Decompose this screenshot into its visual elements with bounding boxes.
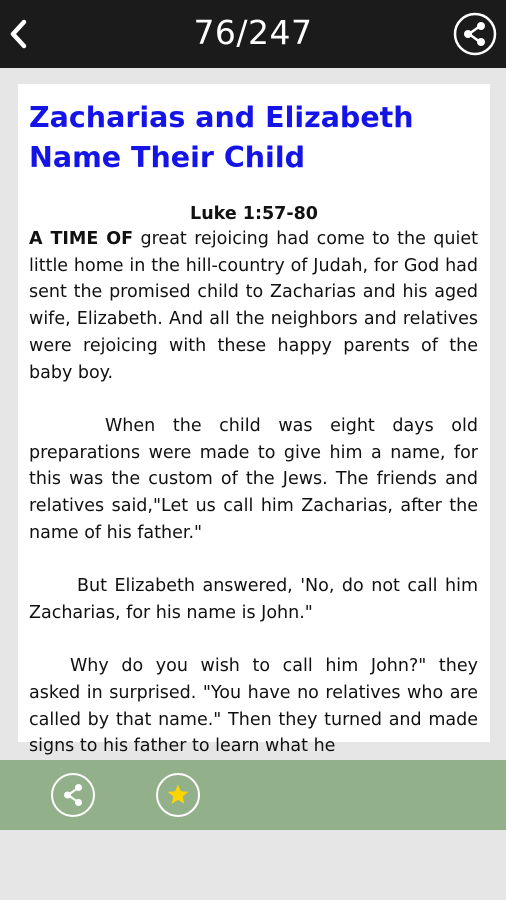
page-counter: 76/247 [193,13,313,52]
story-body [18,226,490,760]
share-icon [50,772,96,818]
favorite-button[interactable] [155,772,201,818]
lead-in: A TIME OF [29,229,134,249]
star-icon [155,772,201,818]
bottom-action-bar [0,760,506,830]
paragraph-4: Why do you wish to call him John?" they asked in surprised. "You have no relatives who are called by that name." Then they turned and made signs to his father to learn what he [29,656,478,757]
share-button[interactable] [453,12,497,56]
paragraph-1: A TIME OF great rejoicing had come to the quiet little home in the hill-country of Judah, for God had sent the promised child to Zacharias and his aged wife, Elizabeth. And all the neighbors and relatives were rejoicing with these happy parents of the baby boy. [29,229,478,383]
share-icon [453,12,497,56]
scripture-reference: Luke 1:57-80 [190,204,318,224]
story-title: Zacharias and Elizabeth Name Their Child [29,101,414,174]
top-app-bar [0,0,506,68]
share-story-button[interactable] [50,772,96,818]
paragraph-2: When the child was eight days old preparations were made to give him a name, for this was the custom of the Jews. The friends and relatives said,"Let us call him Zacharias, after the name of his father." [29,415,478,543]
paragraph-3: But Elizabeth answered, 'No, do not call him Zacharias, for his name is John." [29,576,478,623]
story-card[interactable] [18,84,490,757]
